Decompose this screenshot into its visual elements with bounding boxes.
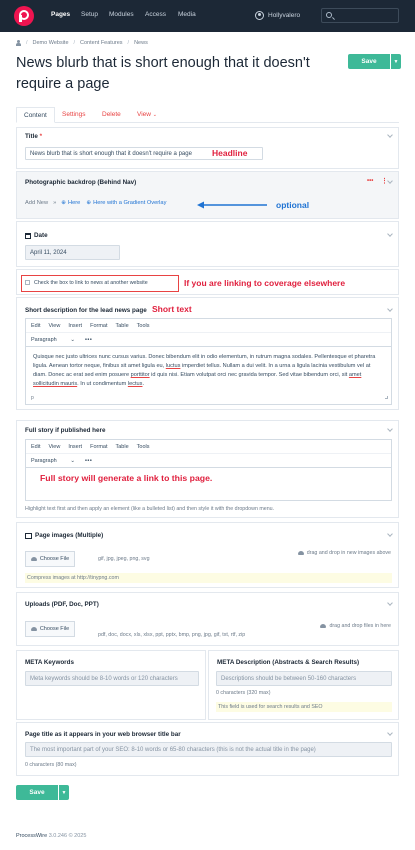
breadcrumb: / Demo Website / Content Features / News (16, 39, 148, 47)
full-story-hint: Highlight text first and then apply an element (like a bulleted list) and then style it with the dropdown menu. (25, 506, 275, 512)
browser-title-counter: 0 characters (80 max) (25, 762, 77, 768)
add-gradient-overlay-link[interactable]: Here with a Gradient Overlay (93, 200, 167, 206)
uploads-label: Uploads (PDF, Doc, PPT) (25, 601, 99, 608)
search-icon (326, 12, 332, 18)
full-story-label: Full story if published here (25, 427, 106, 434)
add-here-link[interactable]: Here (68, 200, 81, 206)
save-button-group-top (348, 54, 401, 69)
user-tree-icon[interactable] (16, 40, 21, 46)
cloud-upload-icon (298, 551, 304, 555)
breadcrumb-demo-website[interactable]: Demo Website (32, 40, 69, 46)
chevron-down-icon: ⌄ (70, 336, 75, 343)
full-story-panel (16, 420, 399, 518)
more-tools-icon[interactable]: ••• (85, 457, 93, 464)
compress-images-note: Compress images at http://tinypng.com (25, 573, 392, 583)
title-input[interactable]: News blurb that is short enough that it doesn't require a page (25, 147, 263, 160)
nav-setup[interactable]: Setup (81, 11, 98, 18)
plus-icon: ⊕ (61, 200, 67, 206)
meta-keywords-label: META Keywords (25, 659, 74, 666)
nav-media[interactable]: Media (178, 11, 196, 18)
title-field-panel (16, 127, 399, 169)
vertical-dots-icon[interactable]: ⋮ (381, 178, 388, 185)
browser-title-input[interactable]: The most important part of your SEO: 8-10 words or 65-80 characters (this is not the actual title in the page) (25, 742, 392, 757)
footer-brand[interactable]: ProcessWire (16, 833, 48, 839)
tab-view[interactable]: View ⌄ (137, 111, 157, 118)
coverage-panel (16, 269, 399, 295)
nav-pages[interactable]: Pages (51, 11, 71, 18)
browser-title-panel (16, 722, 399, 776)
plus-icon: ⊕ (86, 200, 92, 206)
chevron-down-icon[interactable] (387, 231, 393, 237)
menu-edit[interactable]: Edit (31, 443, 41, 450)
page-images-panel (16, 522, 399, 588)
save-button[interactable]: Save (348, 54, 390, 69)
choose-file-button[interactable]: Choose File (25, 621, 75, 637)
tab-settings[interactable]: Settings (62, 111, 86, 118)
meta-description-counter: 0 characters (320 max) (216, 690, 271, 696)
short-text-annotation: Short text (152, 304, 192, 314)
menu-tools[interactable]: Tools (136, 443, 150, 450)
save-button-group-bottom (16, 785, 69, 800)
user-name: Hollyvalero (268, 11, 301, 19)
resize-handle-icon[interactable] (385, 396, 388, 399)
tab-content[interactable]: Content (16, 107, 55, 123)
chevron-down-icon: ⌄ (70, 457, 75, 464)
chevron-down-icon[interactable] (387, 178, 393, 184)
coverage-checkbox-label: Check the box to link to news at another website (34, 280, 148, 286)
calendar-icon (25, 233, 31, 239)
choose-image-button[interactable]: Choose File (25, 551, 75, 567)
image-file-types: gif, jpg, jpeg, png, svg (98, 556, 150, 562)
date-panel (16, 221, 399, 267)
optional-annotation: optional (276, 200, 310, 210)
editor-status-path: p (31, 395, 34, 401)
footer (16, 833, 86, 839)
backdrop-panel (16, 171, 399, 219)
arrow-left-icon (197, 201, 269, 209)
nav-access[interactable]: Access (145, 11, 166, 18)
search-input[interactable] (321, 8, 399, 23)
more-tools-icon[interactable]: ••• (85, 336, 93, 343)
meta-keywords-input[interactable]: Meta keywords should be 8-10 words or 120 characters (25, 671, 199, 686)
meta-description-input[interactable]: Descriptions should be between 50-160 characters (216, 671, 392, 686)
upload-file-types: pdf, doc, docx, xls, xlsx, ppt, pptx, bmp, png, jpg, gif, txt, rtf, zip (98, 632, 246, 638)
date-label: Date (25, 232, 48, 239)
full-story-annotation: Full story will generate a link to this page. (40, 473, 213, 483)
menu-table[interactable]: Table (115, 322, 129, 329)
save-dropdown-chevron-icon[interactable]: ▼ (59, 785, 69, 800)
date-input[interactable]: April 11, 2024 (25, 245, 120, 260)
more-dots-icon[interactable]: ••• (367, 178, 374, 184)
title-label: Title * (25, 133, 43, 140)
format-select[interactable]: Paragraph ⌄ (31, 457, 75, 464)
save-dropdown-chevron-icon[interactable]: ▼ (391, 54, 401, 69)
image-drop-hint: drag and drop in new images above (298, 550, 391, 556)
chevron-down-icon[interactable] (387, 306, 393, 312)
editor-menubar (26, 440, 391, 454)
nav-modules[interactable]: Modules (109, 11, 134, 18)
coverage-checkbox[interactable] (25, 280, 30, 285)
uploads-panel (16, 592, 399, 646)
breadcrumb-content-features[interactable]: Content Features (80, 40, 123, 46)
top-navigation-bar (0, 0, 415, 32)
format-select[interactable]: Paragraph ⌄ (31, 336, 75, 343)
chevron-down-icon[interactable] (387, 730, 393, 736)
short-description-editor[interactable] (25, 318, 392, 405)
upload-icon (31, 557, 37, 561)
meta-keywords-panel (16, 650, 206, 720)
footer-version: 3.0.246 © 2025 (48, 833, 87, 839)
image-icon (25, 533, 32, 539)
menu-edit[interactable]: Edit (31, 322, 41, 329)
user-menu[interactable] (255, 9, 300, 21)
short-description-panel (16, 297, 399, 410)
backdrop-label: Photographic backdrop (Behind Nav) (25, 179, 137, 186)
menu-tools[interactable]: Tools (136, 322, 150, 329)
add-new-row: Add New » ⊕ Here ⊕ Here with a Gradient Overlay (25, 200, 167, 206)
meta-description-label: META Description (Abstracts & Search Results) (217, 659, 360, 666)
short-description-text[interactable]: Quisque nec justo ultrices nunc cursus varius. Donec bibendum elit in odio elementum, in rutrum magna sodales. Pellentesque et pharetra ligula. Aenean tortor neque, finibus sit amet ligula eu, luctus imperdiet tellus. Nullam a dui velit. In a urna a ligula lacinia vestibulum vel at diam. Donec ac erat sed enim posuere porttitor id quis nisi. Etiam volutpat orci nec gravida tempor. Sed vitae bibendum orci, sit amet sollicitudin mauris. In ut condimentum lectus. (33, 354, 376, 387)
menu-view[interactable]: View (48, 322, 61, 329)
menu-table[interactable]: Table (115, 443, 129, 450)
short-description-label: Short description for the lead news page (25, 307, 147, 314)
headline-annotation: Headline (212, 148, 248, 158)
coverage-annotation: If you are linking to coverage elsewhere (184, 278, 346, 288)
tab-delete[interactable]: Delete (102, 111, 121, 118)
user-icon (255, 11, 264, 20)
meta-description-panel (208, 650, 399, 720)
menu-view[interactable]: View (48, 443, 61, 450)
chevron-down-icon[interactable] (387, 531, 393, 537)
editor-toolbar (26, 454, 391, 468)
cloud-upload-icon (320, 624, 326, 628)
save-button[interactable]: Save (16, 785, 58, 800)
chevron-down-icon[interactable] (387, 600, 393, 606)
chevron-down-icon[interactable] (387, 426, 393, 432)
menu-insert[interactable]: Insert (68, 322, 83, 329)
meta-description-note: This field is used for search results and SEO (216, 702, 392, 712)
page-title: News blurb that is short enough that it doesn't require a page (16, 55, 310, 92)
menu-insert[interactable]: Insert (68, 443, 83, 450)
page-images-label: Page images (Multiple) (25, 532, 103, 539)
browser-title-label: Page title as it appears in your web browser title bar (25, 731, 181, 738)
editor-menubar (26, 319, 391, 333)
menu-format[interactable]: Format (90, 443, 108, 450)
full-story-editor[interactable] (25, 439, 392, 501)
menu-format[interactable]: Format (90, 322, 108, 329)
processwire-logo-icon[interactable] (14, 6, 34, 26)
edit-tabs (16, 107, 399, 123)
file-drop-hint: drag and drop files in here (320, 623, 391, 629)
upload-icon (31, 627, 37, 631)
chevron-down-icon[interactable] (387, 132, 393, 138)
breadcrumb-news[interactable]: News (134, 40, 148, 46)
editor-toolbar (26, 333, 391, 347)
